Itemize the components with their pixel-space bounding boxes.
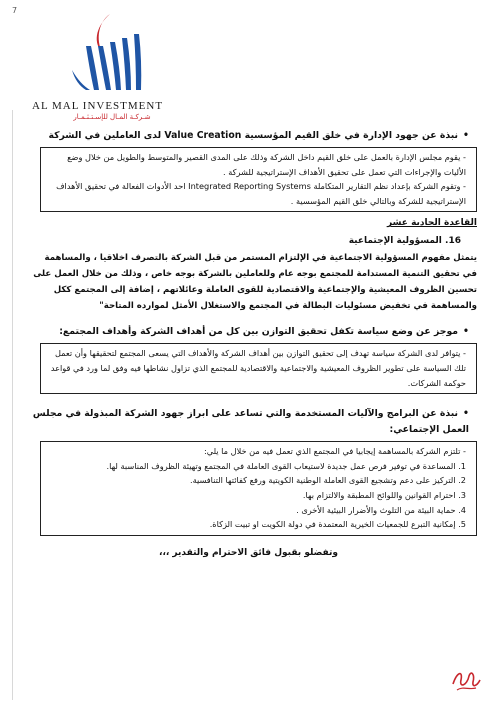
programs-item-5: 5. إمكانية التبرع للجمعيات الخيرية المعتمدة في دولة الكويت او تبيت الزكاة.: [209, 519, 466, 530]
page-border: [12, 110, 13, 700]
policy-heading: • موجز عن وضع سياسة تكفل تحقيق التوازن بين كل من أهداف الشركة وأهداف المجتمع:: [20, 324, 477, 340]
signature-icon: [449, 664, 483, 694]
value-creation-heading: • نبذة عن جهود الإدارة في خلق القيم المؤسسية Value Creation لدى العاملين في الشركة: [20, 128, 477, 144]
policy-item: - يتوافر لدى الشركة سياسة تهدف إلى تحقيق التوازن بين أهداف الشركة والأهداف التي يسعى المجتمع لتحقيقها وأن تعمل تلك السياسة على تطوير الظروف المعيشية والاجتماعية والاقتصادية للمجتمع الذي تزاول نشاطها فيه وفق لما ورد في قواعد حوكمة الشركات.: [47, 346, 466, 390]
rule-heading: [20, 234, 477, 249]
policy-box: [40, 343, 477, 394]
programs-intro: - تلتزم الشركة بالمساهمة إيجابيا في المجتمع الذي تعمل فيه من خلال ما يلي:: [47, 444, 466, 459]
programs-item-4: 4. حماية البيئة من التلوث والأضرار البيئية الأخرى .: [296, 504, 466, 515]
rule-number: 16.: [445, 236, 461, 247]
programs-item-2: 2. التركيز على دعم وتشجيع القوى العاملة الوطنية الكويتية ورفع كفائتها التنافسية.: [190, 475, 466, 486]
programs-heading: • نبذة عن البرامج والآليات المستخدمة والتي تساعد على ابراز جهود الشركة المبذولة في مجلس العمل الإجتماعي:: [20, 406, 477, 438]
logo-emblem-icon: [50, 12, 160, 98]
programs-box: [40, 441, 477, 536]
value-creation-item-2: - وتقوم الشركة بإعداد نظم التقارير المتكاملة Integrated Reporting Systems احد الأدوات الفعالة في تحقيق الأهداف الإستراتيجية للشركة وبالتالي خلق القيم المؤسسية .: [47, 179, 466, 208]
programs-item-1: 1. المساعدة في توفير فرص عمل جديدة لاستيعاب القوى العاملة في المجتمع وتهيئة الظروف المناسبة لها.: [106, 460, 466, 471]
document-body: [20, 128, 477, 567]
rule-title: القاعدة الحادية عشر: [387, 218, 477, 229]
closing-line: وتفضلو بقبول فائق الاحترام والتقدير ،،،: [159, 547, 338, 558]
value-creation-box: [40, 147, 477, 212]
logo-name-ar: شـركـة المـال للإسـتـثـمـار: [73, 113, 151, 121]
programs-item-3: 3. احترام القوانين واللوائح المطبقة والالتزام بها.: [302, 489, 466, 500]
rule-body: يتمثل مفهوم المسؤولية الاجتماعية في الإلتزام المستمر من قبل الشركة بالتصرف اخلاقيا ، والمساهمة في تحقيق التنمية المستدامة للمجتمع بوجه عام وللعاملين بالشركة بوجه خاص ، وذلك من خلال العمل على تحسين الظروف المعيشية والإجتماعية والاقتصادية للقوى العاملة وعائلاتهم ، إضافة إلى المجتمع ككل والمساهمة في تخفيض مسئوليات البطالة في المجتمع والاستغلال الأمثل لموارده المتاحة": [33, 253, 477, 312]
logo-name-en: AL MAL INVESTMENT: [32, 100, 164, 112]
rule-subtitle: المسؤولية الإجتماعية: [348, 236, 442, 247]
page-number: 7: [12, 6, 18, 15]
value-creation-item-1: - يقوم مجلس الإدارة بالعمل على خلق القيم داخل الشركة وذلك على المدى القصير والمتوسط والطويل من خلال وضع الأليات والإجراءات التي تعمل على تحقيق الأهداف الإستراتيجية للشركة .: [47, 150, 466, 179]
company-logo: [32, 12, 192, 124]
